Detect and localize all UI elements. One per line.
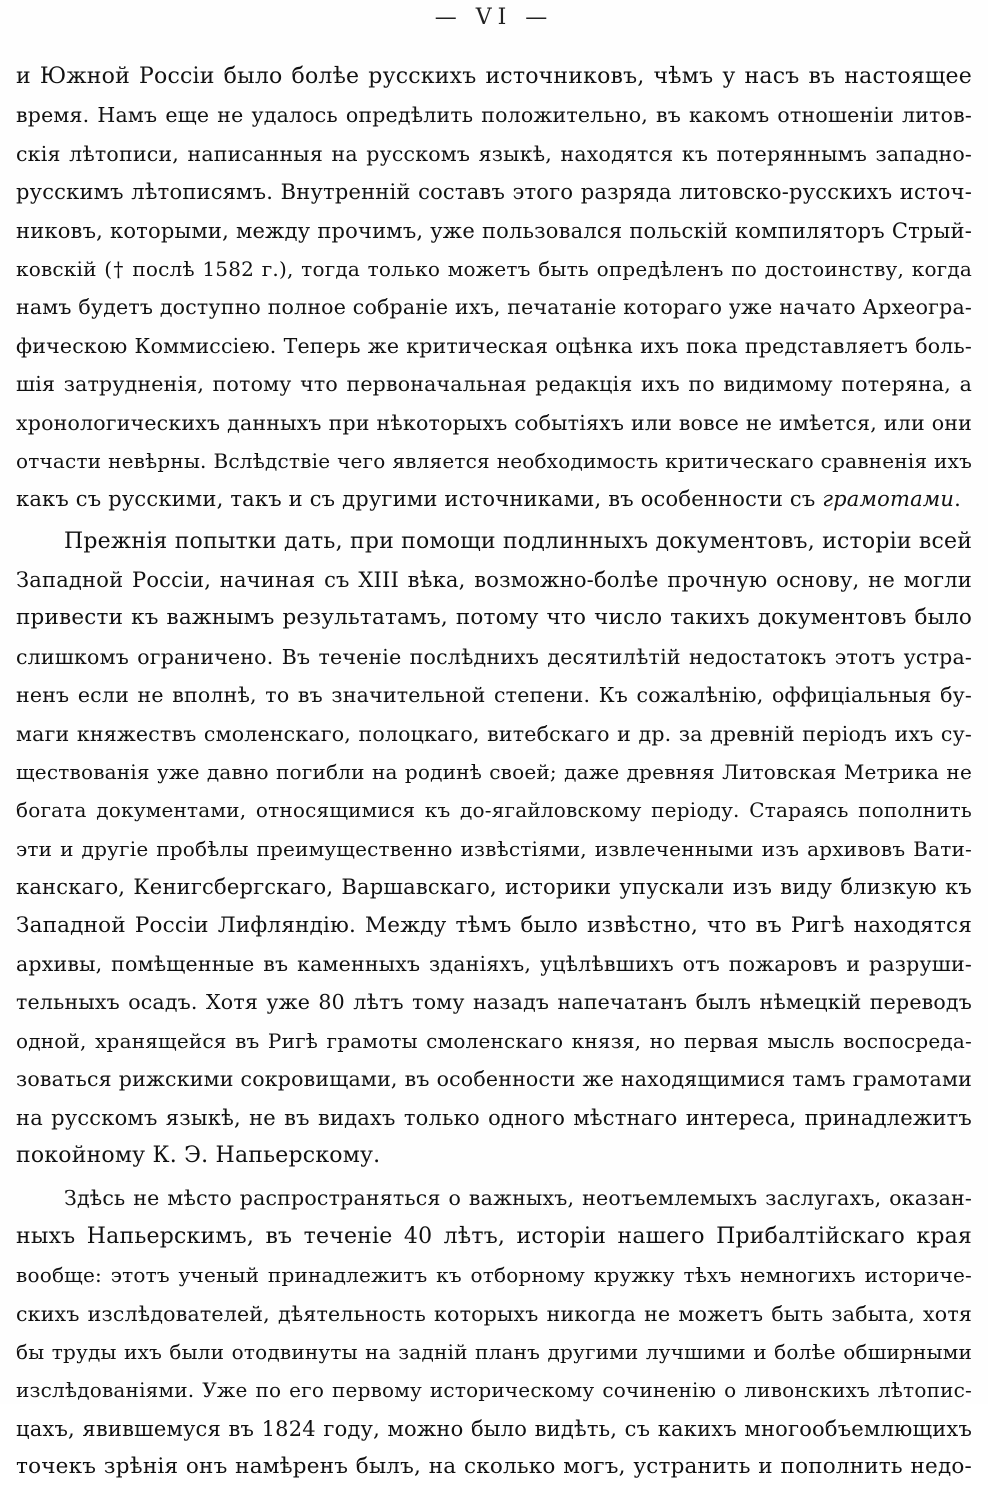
text-line: и Южной Россіи было болѣе русскихъ источниковъ, чѣмъ у насъ въ настоящее (16, 64, 972, 89)
text-line: ществованія уже давно погибли на родинѣ своей; даже древняя Литовская Метрика не (16, 760, 972, 785)
paragraph-2 (16, 523, 972, 1176)
text-line: намъ будетъ доступно полное собраніе ихъ, печатаніе котораго уже начато Археогра- (16, 295, 972, 320)
text-line: скихъ изслѣдователей, дѣятельность которыхъ никогда не можетъ быть забыта, хотя (16, 1301, 972, 1326)
text-line: Западной Россіи, начиная съ XIII вѣка, возможно-болѣе прочную основу, не могли (16, 568, 972, 593)
text-line: Западной Россіи Лифляндію. Между тѣмъ было извѣстно, что въ Ригѣ находятся (16, 912, 972, 938)
text-line: одной, хранящейся въ Ригѣ грамоты смоленскаго князя, но первая мысль воспосреда- (16, 1028, 972, 1053)
text-line: тельныхъ осадъ. Хотя уже 80 лѣтъ тому назадъ напечатанъ былъ нѣмецкій переводъ (16, 990, 972, 1015)
text-line: фическою Коммиссіею. Теперь же критическая оцѣнка ихъ пока представляетъ боль- (16, 333, 972, 358)
text-line-last: покойному К. Э. Напьерскому. (16, 1142, 381, 1168)
text-run: . (954, 487, 962, 512)
text-line: ненъ если не вполнѣ, то въ значительной степени. Къ сожалѣнію, оффиціальныя бу- (16, 683, 972, 708)
text-line: скія лѣтописи, написанныя на русскомъ языкѣ, находятся къ потеряннымъ западно- (16, 141, 972, 166)
text-line: бы труды ихъ были отодвинуты на задній планъ другими лучшими и болѣе обширными (16, 1339, 972, 1364)
text-line-last (16, 480, 972, 518)
text-line: эти и другіе пробѣлы преимущественно извѣстіями, извлеченными изъ архивовъ Вати- (16, 836, 972, 861)
text-line: на русскомъ языкѣ, не въ видахъ только одного мѣстнаго интереса, принадлежитъ (16, 1105, 972, 1130)
text-line: привести къ важнымъ результатамъ, потому что число такихъ документовъ было (16, 605, 972, 631)
text-line: ковскій († послѣ 1582 г.), тогда только можетъ быть опредѣленъ по достоинству, когда (16, 256, 972, 281)
text-line: время. Намъ еще не удалось опредѣлить положительно, въ какомъ отношеніи литов- (16, 103, 972, 128)
text-line: слишкомъ ограничено. Въ теченіе послѣднихъ десятилѣтій недостатокъ этотъ устра- (16, 644, 972, 669)
text-line: богата документами, относящимися къ до-ягайловскому періоду. Стараясь пополнить (16, 798, 972, 823)
text-line: изслѣдованіями. Уже по его первому историческому сочиненію о ливонскихъ лѣтопис- (16, 1378, 972, 1403)
body-text (16, 58, 972, 1486)
text-line: шія затрудненія, потому что первоначальная редакція ихъ по видимому потеряна, а (16, 372, 972, 397)
text-line: канскаго, Кенигсбергскаго, Варшавскаго, историки упускали изъ виду близкую къ (16, 875, 972, 900)
text-line: точекъ зрѣнія онъ намѣренъ былъ, на сколько могъ, устранить и пополнить недо- (16, 1454, 972, 1480)
text-line: никовъ, которыми, между прочимъ, уже пользовался польскій компиляторъ Стрый- (16, 218, 972, 243)
paragraph-1 (16, 58, 972, 519)
text-line: Здѣсь не мѣсто распространяться о важныхъ, неотъемлемыхъ заслугахъ, оказан- (64, 1186, 972, 1211)
paragraph-3 (16, 1179, 972, 1486)
text-line: ныхъ Напьерскимъ, въ теченіе 40 лѣтъ, исторіи нашего Прибалтійскаго края (16, 1223, 972, 1249)
text-line: маги княжествъ смоленскаго, полоцкаго, витебскаго и др. за древній періодъ ихъ су- (16, 721, 972, 746)
text-line: хронологическихъ данныхъ при нѣкоторыхъ событіяхъ или вовсе не имѣется, или они (16, 410, 972, 435)
italic-word: грамотами (822, 487, 955, 512)
text-line: вообще: этотъ ученый принадлежитъ къ отборному кружку тѣхъ немногихъ историче- (16, 1263, 972, 1288)
text-line: архивы, помѣщенные въ каменныхъ зданіяхъ, уцѣлѣвшихъ отъ пожаровъ и разруши- (16, 951, 972, 976)
text-line: зоваться рижскими сокровищами, въ особенности же находящимися тамъ грамотами (16, 1067, 972, 1092)
text-line: Прежнія попытки дать, при помощи подлинныхъ документовъ, исторіи всей (64, 528, 973, 554)
text-line: отчасти невѣрны. Вслѣдствіе чего является необходимость критическаго сравненія ихъ (16, 448, 972, 473)
text-line: цахъ, явившемуся въ 1824 году, можно было видѣть, съ какихъ многообъемлющихъ (16, 1416, 972, 1441)
text-run: какъ съ русскими, такъ и съ другими источниками, въ особенности съ (16, 487, 823, 512)
page-number-header: — VI — (434, 5, 554, 30)
text-line: русскимъ лѣтописямъ. Внутренній составъ этого разряда литовско-русскихъ источ- (16, 180, 972, 205)
